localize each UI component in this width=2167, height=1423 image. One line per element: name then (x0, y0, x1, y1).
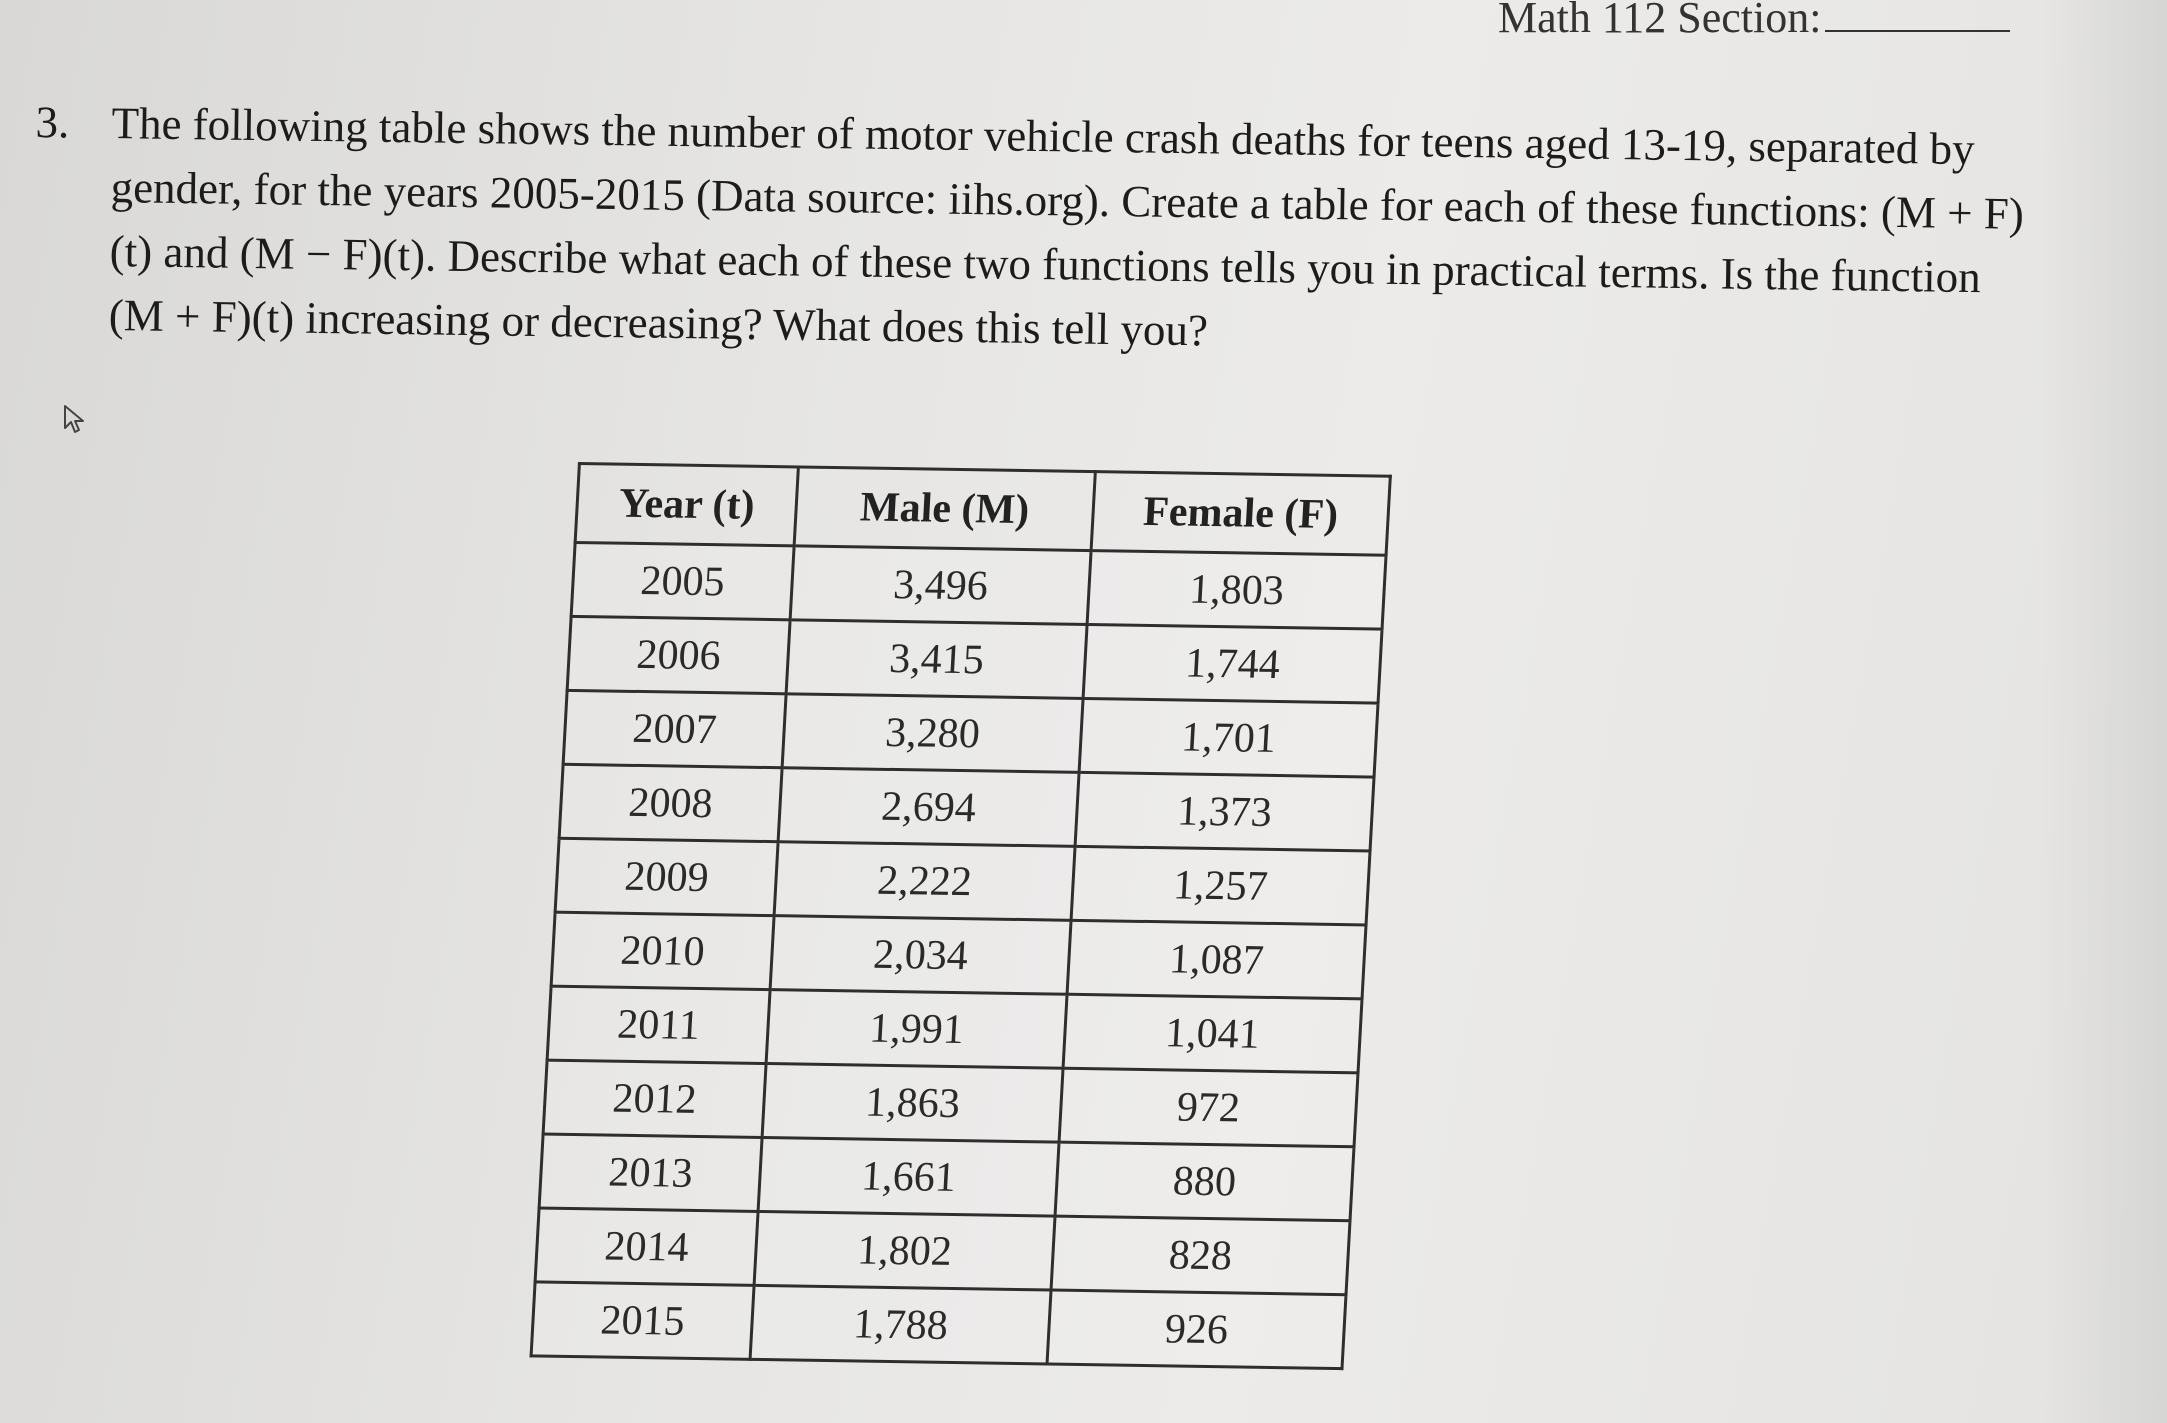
male-cell: 1,991 (766, 990, 1067, 1069)
male-cell: 3,280 (782, 694, 1083, 773)
screen-edge-shade (2040, 0, 2167, 1423)
male-cell: 2,222 (774, 842, 1075, 921)
header-female: Female (F) (1091, 472, 1390, 556)
table-header-row (575, 464, 1390, 556)
table-row (535, 1208, 1350, 1295)
table-row (567, 616, 1382, 703)
male-cell: 2,694 (778, 768, 1079, 847)
table-row (531, 1282, 1346, 1369)
table-row (571, 542, 1386, 629)
male-cell: 1,661 (758, 1137, 1059, 1216)
female-cell: 1,744 (1083, 625, 1382, 704)
female-cell: 1,041 (1063, 994, 1362, 1073)
header-year: Year (t) (575, 464, 798, 546)
male-cell: 1,788 (750, 1285, 1051, 1364)
section-label: Math 112 Section: (1498, 0, 1822, 42)
year-cell: 2013 (539, 1134, 762, 1211)
female-cell: 1,803 (1087, 551, 1386, 630)
year-cell: 2010 (551, 912, 774, 989)
female-cell: 828 (1051, 1216, 1350, 1295)
male-cell: 3,496 (790, 546, 1091, 625)
section-blank-line (1825, 30, 2010, 32)
male-cell: 1,802 (754, 1211, 1055, 1290)
header-male: Male (M) (794, 467, 1095, 551)
year-cell: 2006 (567, 616, 790, 693)
table-row (539, 1134, 1354, 1221)
female-cell: 972 (1059, 1068, 1358, 1147)
female-cell: 1,701 (1079, 698, 1378, 777)
year-cell: 2007 (563, 690, 786, 767)
mouse-pointer-icon (62, 404, 88, 436)
crash-deaths-table (530, 462, 1392, 1370)
table-row (547, 986, 1362, 1073)
female-cell: 1,087 (1067, 920, 1366, 999)
year-cell: 2014 (535, 1208, 758, 1285)
question-number: 3. (35, 96, 70, 148)
crash-deaths-table-container (530, 462, 1392, 1370)
table-row (555, 838, 1370, 925)
table-row (563, 690, 1378, 777)
male-cell: 1,863 (762, 1064, 1063, 1143)
female-cell: 1,257 (1071, 846, 1370, 925)
section-header (1498, 0, 2010, 43)
male-cell: 3,415 (786, 620, 1087, 699)
year-cell: 2011 (547, 986, 770, 1063)
table-row (559, 764, 1374, 851)
year-cell: 2012 (543, 1060, 766, 1137)
female-cell: 926 (1047, 1290, 1346, 1369)
year-cell: 2015 (531, 1282, 754, 1359)
year-cell: 2005 (571, 542, 794, 619)
male-cell: 2,034 (770, 916, 1071, 995)
female-cell: 880 (1055, 1142, 1354, 1221)
year-cell: 2008 (559, 764, 782, 841)
female-cell: 1,373 (1075, 772, 1374, 851)
year-cell: 2009 (555, 838, 778, 915)
question-block (32, 90, 2025, 374)
question-text: The following table shows the number of motor vehicle crash deaths for teens aged 13-19, separated by gender, for the years 2005-2015 (Data source: iihs.org). Create a table for each of these functions: (M + F)(t) and (M − F)(t). Describe what each of these two functions tells you in practical terms. Is the function (M + F)(t) increasing or decreasing? What does this tell you? (108, 98, 2025, 356)
table-row (551, 912, 1366, 999)
table-row (543, 1060, 1358, 1147)
